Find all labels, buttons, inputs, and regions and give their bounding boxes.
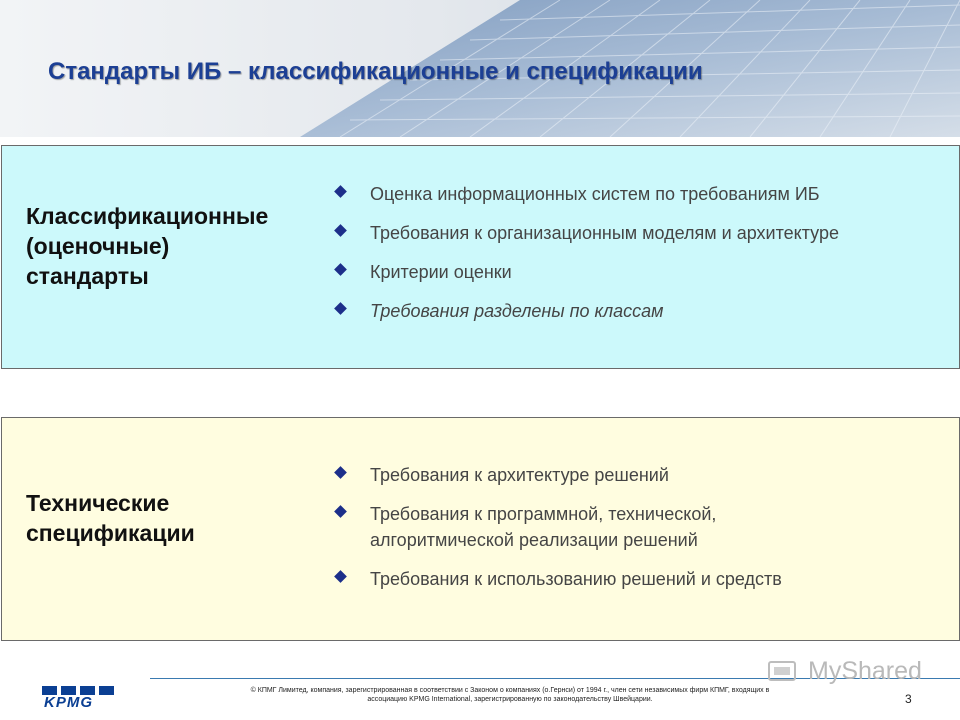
heading-line: Классификационные	[26, 203, 269, 229]
bullet-list	[334, 462, 782, 605]
list-item	[334, 259, 839, 285]
heading-line: стандарты	[26, 263, 149, 289]
diamond-bullet-icon	[334, 505, 347, 518]
copyright-line: ассоциацию KPMG International, зарегистрированную по законодательству Швейцарии.	[367, 696, 653, 703]
list-item-text: Требования разделены по классам	[370, 301, 664, 321]
diamond-bullet-icon	[334, 466, 347, 479]
diamond-bullet-icon	[334, 224, 347, 237]
list-item-text: Требования к использованию решений и средств	[370, 569, 782, 589]
list-item-text: Требования к программной, технической,	[370, 504, 717, 524]
heading-line: (оценочные)	[26, 233, 170, 259]
list-item-text: Требования к организационным моделям и архитектуре	[370, 223, 840, 243]
panel-heading	[26, 201, 268, 291]
diamond-bullet-icon	[334, 302, 347, 315]
copyright-notice	[200, 686, 820, 704]
technical-specifications-panel	[1, 417, 960, 641]
logo-text: KPMG	[42, 695, 118, 711]
watermark	[768, 657, 922, 686]
list-item-text: Критерии оценки	[370, 262, 512, 282]
diamond-bullet-icon	[334, 263, 347, 276]
heading-line: Технические	[26, 490, 170, 516]
list-item	[334, 220, 839, 246]
header-banner	[0, 0, 960, 137]
page-number: 3	[905, 692, 912, 706]
classification-standards-panel	[1, 145, 960, 369]
list-item	[334, 566, 782, 592]
list-item	[334, 501, 782, 553]
heading-line: спецификации	[26, 520, 195, 546]
bullet-list	[334, 181, 839, 337]
list-item-text: Оценка информационных систем по требованиям ИБ	[370, 184, 820, 204]
panel-heading	[26, 488, 195, 548]
watermark-text: MyShared	[808, 657, 922, 685]
diamond-bullet-icon	[334, 570, 347, 583]
copyright-line: © КПМГ Лимитед, компания, зарегистрированная в соответствии с Законом о компаниях (о.Гернси) от 1994 г., член сети независимых фирм КПМГ, входящих в	[250, 687, 770, 694]
list-item-text: Требования к архитектуре решений	[370, 465, 669, 485]
page-title: Стандарты ИБ – классификационные и спецификации	[48, 58, 703, 85]
list-item	[334, 298, 839, 324]
list-item-text: алгоритмической реализации решений	[370, 530, 698, 550]
list-item	[334, 462, 782, 488]
kpmg-logo	[42, 686, 116, 712]
diamond-bullet-icon	[334, 185, 347, 198]
list-item	[334, 181, 839, 207]
